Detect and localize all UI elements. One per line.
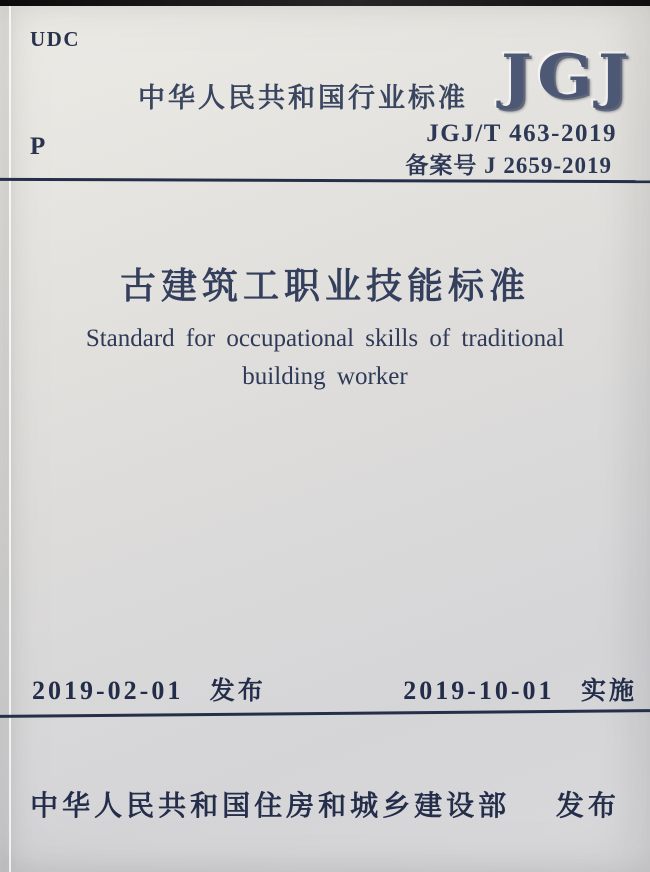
- doc-class-label: P: [30, 133, 46, 160]
- implement-date-group: [403, 671, 637, 707]
- standard-type-label: 中华人民共和国行业标准: [138, 83, 468, 113]
- issue-date-group: [32, 671, 266, 707]
- title-chinese: 古建筑工职业技能标准: [119, 266, 530, 306]
- footer-rule: [0, 709, 650, 718]
- publisher-line: [0, 784, 650, 824]
- jgj-logo: JGJ: [501, 42, 634, 112]
- standard-number: JGJ/T 463-2019: [426, 120, 617, 147]
- publisher-name: 中华人民共和国住房和城乡建设部: [30, 790, 511, 821]
- udc-label: UDC: [30, 27, 80, 51]
- implement-label: 实施: [580, 677, 637, 705]
- publisher-action: 发布: [555, 790, 620, 821]
- title-english-line1: Standard for occupational skills of traditional: [85, 325, 565, 352]
- implement-date: 2019-10-01: [403, 676, 555, 705]
- record-number: 备案号 J 2659-2019: [405, 153, 612, 178]
- title-english-line2: building worker: [242, 363, 408, 390]
- title-english: [0, 320, 650, 396]
- photo-top-edge: [0, 0, 650, 6]
- issue-date: 2019-02-01: [32, 676, 184, 705]
- issue-label: 发布: [209, 677, 266, 705]
- page-edge-highlight: [9, 6, 11, 872]
- dates-row: [32, 671, 637, 707]
